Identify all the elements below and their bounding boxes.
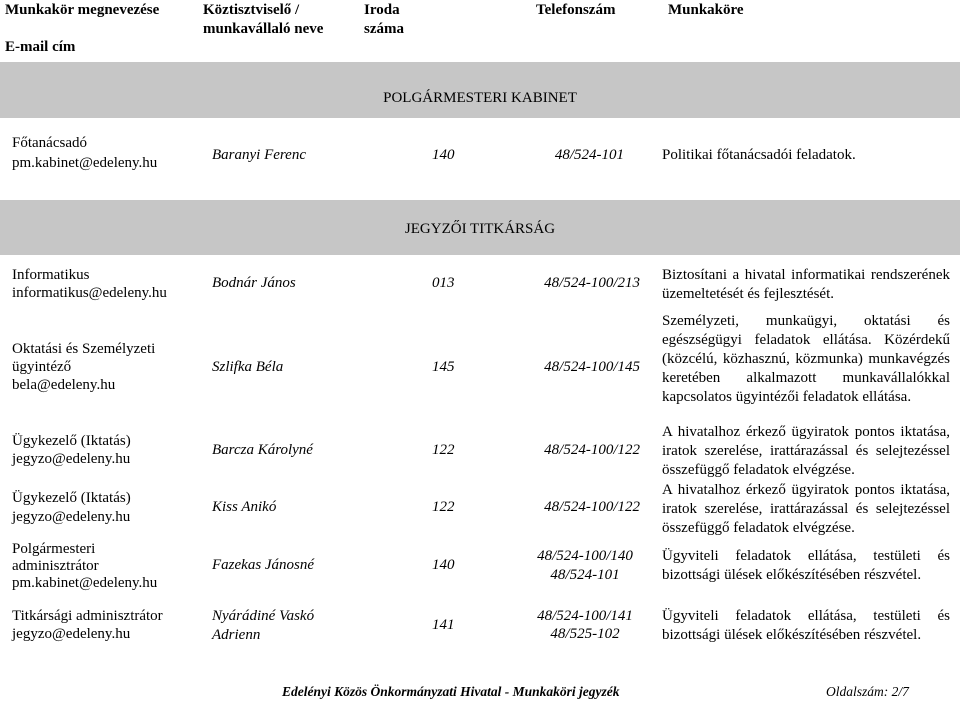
row2-room: 013 — [432, 275, 455, 291]
row2-position: Informatikus — [12, 267, 90, 283]
section-band-kabinet — [0, 62, 960, 118]
header-room-line2: száma — [364, 21, 404, 37]
row7-email: jegyzo@edeleny.hu — [12, 626, 131, 642]
header-name-line2: munkavállaló neve — [203, 21, 324, 37]
row6-position-line1: Polgármesteri — [12, 541, 96, 557]
row5-duty: A hivatalhoz érkező ügyiratok pontos iktatása, iratok szerelése, irattárazással és selejtezéssel összefüggő feladatok elvégzése. — [662, 482, 950, 536]
row7-name-line1: Nyárádiné Vaskó — [212, 608, 315, 624]
row7-phone-line2: 48/525-102 — [550, 626, 620, 642]
row7-name-line2: Adrienn — [212, 627, 261, 643]
row4-phone: 48/524-100/122 — [544, 442, 640, 458]
row1-name: Baranyi Ferenc — [212, 147, 306, 163]
row1-email: pm.kabinet@edeleny.hu — [12, 155, 158, 171]
row1-phone: 48/524-101 — [554, 147, 624, 163]
section-title: JEGYZŐI TITKÁRSÁG — [404, 221, 556, 237]
row2-phone: 48/524-100/213 — [544, 275, 640, 291]
row6-phone-line1: 48/524-100/140 — [537, 548, 633, 564]
row4-duty: A hivatalhoz érkező ügyiratok pontos iktatása, iratok szerelése, irattárazással és selejtezéssel összefüggő feladatok elvégzése. — [662, 424, 950, 478]
section-title: POLGÁRMESTERI KABINET — [383, 90, 577, 106]
row6-email: pm.kabinet@edeleny.hu — [12, 575, 158, 591]
header-name-line1: Köztisztviselő / — [203, 2, 300, 18]
row4-room: 122 — [432, 442, 455, 458]
row6-name: Fazekas Jánosné — [212, 557, 315, 573]
row5-phone: 48/524-100/122 — [544, 499, 640, 515]
footer-page — [826, 682, 909, 701]
header-phone: Telefonszám — [536, 2, 616, 18]
footer-page-value: 2/7 — [891, 684, 909, 699]
header-duty: Munkaköre — [668, 2, 744, 18]
row4-position: Ügykezelő (Iktatás) — [12, 433, 131, 449]
row7-room: 141 — [432, 617, 455, 633]
row7-phone-line1: 48/524-100/141 — [537, 608, 633, 624]
row6-room: 140 — [432, 557, 455, 573]
row3-position-line1: Oktatási és Személyzeti — [12, 341, 156, 357]
section-band-titkarsag — [0, 200, 960, 255]
row5-email: jegyzo@edeleny.hu — [12, 509, 131, 525]
row1-duty: Politikai főtanácsadói feladatok. — [662, 147, 856, 163]
row5-position: Ügykezelő (Iktatás) — [12, 490, 131, 506]
row3-position-line2: ügyintéző — [12, 359, 72, 375]
row3-room: 145 — [432, 359, 455, 375]
row4-name: Barcza Károlyné — [212, 442, 313, 458]
header-position: Munkakör megnevezése — [5, 2, 160, 18]
row3-name: Szlifka Béla — [212, 359, 284, 375]
table-header — [0, 0, 960, 62]
row7-duty: Ügyviteli feladatok ellátása, testületi és bizottsági ülések előkészítésében részvétel. — [662, 608, 950, 643]
row3-phone: 48/524-100/145 — [544, 359, 640, 375]
row6-position-line2: adminisztrátor — [12, 558, 99, 574]
footer-title: Edelényi Közös Önkormányzati Hivatal - Munkaköri jegyzék — [282, 684, 620, 699]
row6-duty: Ügyviteli feladatok ellátása, testületi és bizottsági ülések előkészítésében részvétel. — [662, 548, 950, 583]
row2-name: Bodnár János — [212, 275, 296, 291]
row4-email: jegyzo@edeleny.hu — [12, 451, 131, 467]
row5-room: 122 — [432, 499, 455, 515]
row2-email: informatikus@edeleny.hu — [12, 285, 167, 301]
row2-duty: Biztosítani a hivatal informatikai rendszerének üzemeltetését és fejlesztését. — [662, 267, 950, 302]
row5-name: Kiss Anikó — [212, 499, 277, 515]
row1-room: 140 — [432, 147, 455, 163]
footer-page-label: Oldalszám: — [826, 684, 889, 699]
row1-position: Főtanácsadó — [12, 135, 87, 151]
row6-phone-line2: 48/524-101 — [550, 567, 620, 583]
row7-position: Titkársági adminisztrátor — [12, 608, 163, 624]
header-email: E-mail cím — [5, 39, 76, 55]
row3-duty: Személyzeti, munkaügyi, oktatási és egészségügyi feladatok ellátása. Közérdekű (közcélú, közhasznú, közmunka) munkavégzés keretében alkalmazott munkavállalókkal kapcsolatos ügyintézői feladatok ellátása. — [662, 313, 950, 405]
header-room-line1: Iroda — [364, 2, 400, 18]
row3-email: bela@edeleny.hu — [12, 377, 116, 393]
